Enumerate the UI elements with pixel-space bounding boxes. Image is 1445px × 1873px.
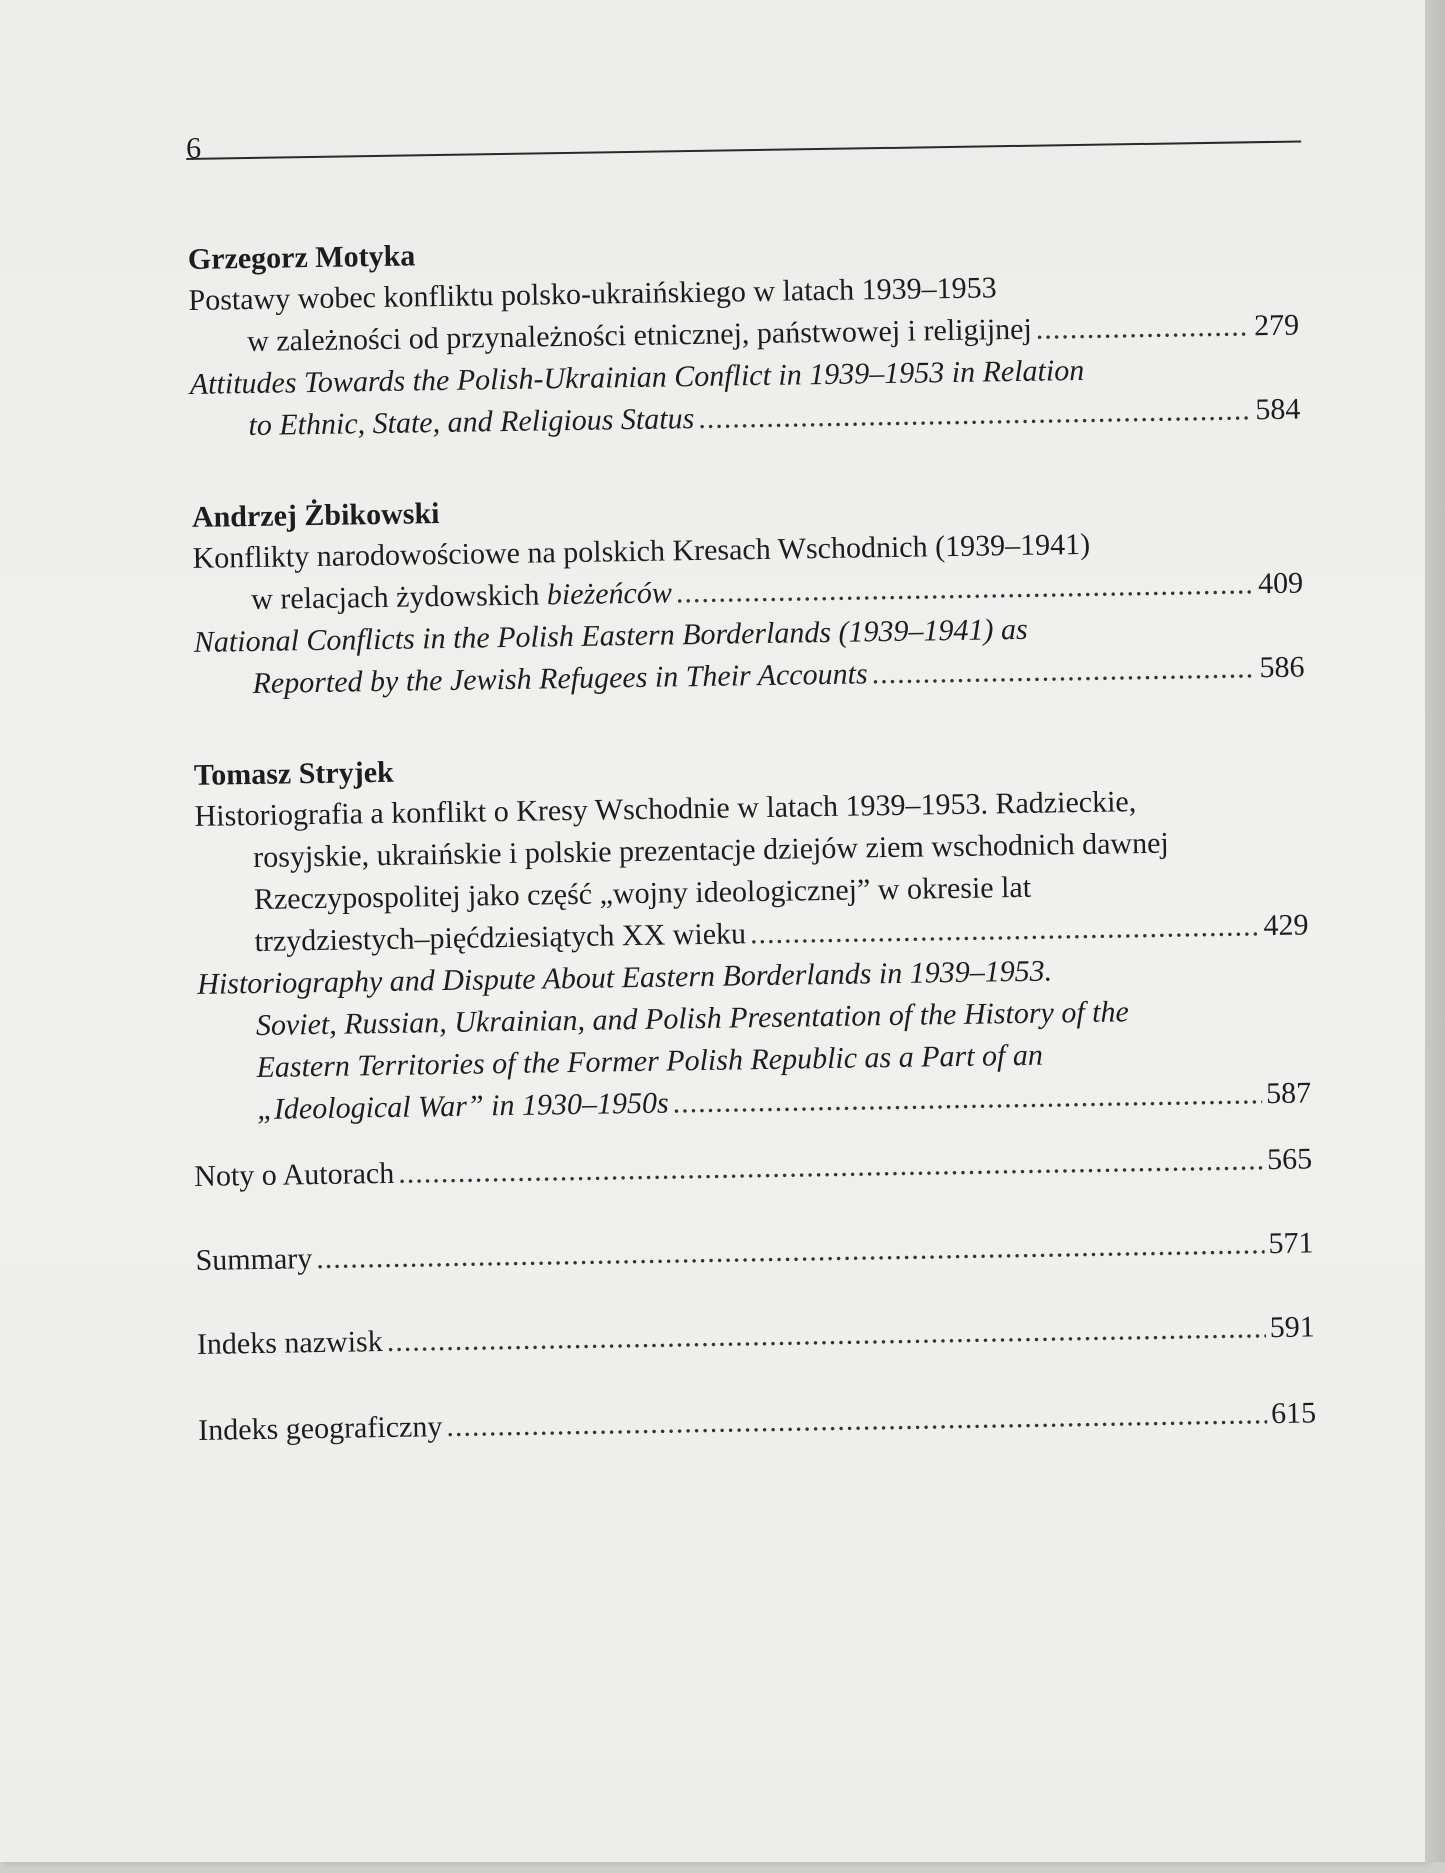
title-line: Konflikty narodowościowe na polskich Kresach Wschodnich (1939–1941)	[192, 527, 1091, 575]
author-name: Grzegorz Motyka	[187, 239, 416, 276]
toc-line	[194, 1138, 1313, 1198]
title-line: to Ethnic, State, and Religious Status	[248, 402, 695, 443]
back-matter-entry	[195, 1222, 1314, 1282]
title-text: w relacjach żydowskich	[250, 578, 540, 617]
page-ref: 584	[1255, 392, 1301, 427]
title-line: National Conflicts in the Polish Eastern Borderlands (1939–1941) as	[193, 612, 1028, 659]
title-line: trzydziestych–pięćdziesiątych XX wieku	[254, 917, 747, 958]
toc-entry	[194, 738, 1312, 1131]
back-matter-entry	[194, 1138, 1313, 1198]
title-line: Soviet, Russian, Ukrainian, and Polish Presentation of the History of the	[255, 995, 1130, 1042]
toc-entry	[192, 481, 1305, 706]
toc-entry	[188, 223, 1301, 448]
page-ref: 571	[1268, 1226, 1314, 1261]
title-line: Rzeczypospolitej jako część „wojny ideologicznej” w okresie lat	[253, 870, 1032, 917]
title-line: Attitudes Towards the Polish-Ukrainian Conflict in 1939–1953 in Relation	[189, 353, 1085, 401]
title-line: Reported by the Jewish Refugees in Their Accounts	[252, 657, 868, 700]
title-line: rosyjskie, ukraińskie i polskie prezentacje dziejów ziem wschodnich dawnej	[253, 826, 1169, 875]
page-number: 6	[185, 131, 202, 165]
leader-dots	[672, 1073, 1262, 1124]
entry-label: Indeks nazwisk	[196, 1325, 383, 1361]
page-ref: 409	[1257, 566, 1304, 601]
title-italic-word: bieżeńców	[546, 576, 673, 612]
leader-dots	[750, 905, 1260, 955]
page-ref: 591	[1269, 1310, 1316, 1345]
leader-dots	[446, 1393, 1267, 1448]
title-line: Historiography and Dispute About Eastern Borderlands in 1939–1953.	[197, 954, 1053, 1001]
toc-line	[197, 1306, 1316, 1366]
page-ref: 615	[1270, 1396, 1317, 1431]
author-name: Andrzej Żbikowski	[191, 497, 440, 534]
title-line: Eastern Territories of the Former Polish Republic as a Part of an	[256, 1038, 1044, 1084]
entry-label: Noty o Autorach	[194, 1156, 395, 1193]
header-rule	[186, 140, 1301, 160]
toc-line	[195, 1222, 1314, 1282]
page-ref: 279	[1253, 308, 1300, 343]
leader-dots	[871, 647, 1255, 695]
leader-dots	[316, 1223, 1265, 1280]
title-line: „Ideological War” in 1930–1950s	[256, 1086, 669, 1126]
toc-line	[198, 1392, 1317, 1452]
leader-dots	[698, 389, 1252, 440]
entry-label: Summary	[195, 1242, 313, 1277]
title-line	[251, 572, 672, 621]
leader-dots	[1035, 305, 1250, 350]
page-ref: 587	[1265, 1076, 1312, 1111]
leader-dots	[386, 1307, 1266, 1363]
back-matter-entry	[198, 1392, 1317, 1452]
page-ref: 565	[1266, 1142, 1313, 1177]
title-line: Historiografia a konflikt o Kresy Wschodnie w latach 1939–1953. Radzieckie,	[194, 785, 1137, 833]
back-matter-entry	[197, 1306, 1316, 1366]
author-name: Tomasz Stryjek	[193, 755, 394, 792]
entry-label: Indeks geograficzny	[198, 1410, 443, 1447]
title-line: Postawy wobec konfliktu polsko-ukraińskiego w latach 1939–1953	[188, 271, 997, 317]
page-ref: 586	[1259, 650, 1305, 685]
leader-dots	[398, 1139, 1264, 1195]
title-line: w zależności od przynależności etnicznej, państwowej i religijnej	[246, 312, 1033, 359]
page-ref: 429	[1263, 908, 1309, 943]
